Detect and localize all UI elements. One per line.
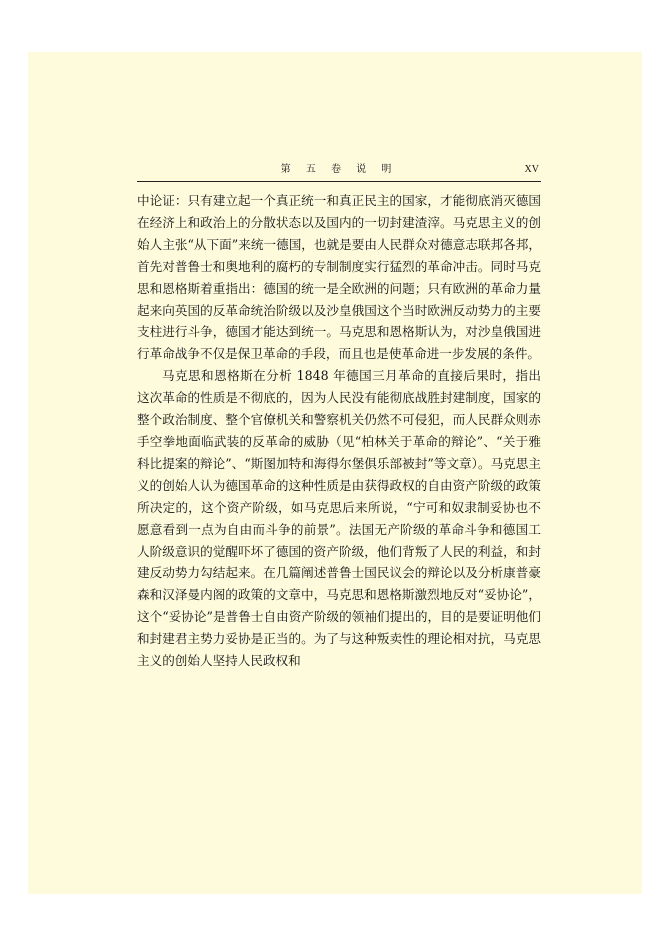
running-header [137, 163, 541, 182]
body-text [137, 190, 541, 672]
page-number: XV [524, 164, 539, 175]
header-title: 第 五 卷 说 明 [280, 164, 398, 175]
paragraph-2: 马克思和恩格斯在分析 1848 年德国三月革命的直接后果时，指出这次革命的性质是不彻底的，因为人民没有能彻底战胜封建制度，国家的整个政治制度、整个官僚机关和警察机关仍然不可侵犯，而人民群众则赤手空拳地面临武装的反革命的威胁（见“柏林关于革命的辩论”、“关于雅科比提案的辩论”、“斯图加特和海得尔堡俱乐部被封”等文章）。马克思主义的创始人认为德国革命的这种性质是由获得政权的自由资产阶级的政策所决定的，这个资产阶级，如马克思后来所说，“宁可和奴隶制妥协也不愿意看到一点为自由而斗争的前景”。法国无产阶级的革命斗争和德国工人阶级意识的觉醒吓坏了德国的资产阶级，他们背叛了人民的利益，和封建反动势力勾结起来。在几篇阐述普鲁士国民议会的辩论以及分析康普豪森和汉泽曼内阁的政策的文章中，马克思和恩格斯激烈地反对“妥协论”，这个“妥协论”是普鲁士自由资产阶级的领袖们提出的，目的是要证明他们和封建君主势力妥协是正当的。为了与这种叛卖性的理论相对抗，马克思主义的创始人坚持人民政权和 [137, 368, 541, 669]
paragraph-1: 中论证：只有建立起一个真正统一和真正民主的国家，才能彻底消灭德国在经济上和政治上的分散状态以及国内的一切封建渣滓。马克思主义的创始人主张“从下面”来统一德国，也就是要由人民群众对德意志联邦各邦，首先对普鲁士和奥地利的腐朽的专制制度实行猛烈的革命冲击。同时马克思和恩格斯着重指出：德国的统一是全欧洲的问题；只有欧洲的革命力量起来向英国的反革命统治阶级以及沙皇俄国这个当时欧洲反动势力的主要支柱进行斗争，德国才能达到统一。马克思和恩格斯认为，对沙皇俄国进行革命战争不仅是保卫革命的手段，而且也是使革命进一步发展的条件。 [137, 193, 541, 362]
